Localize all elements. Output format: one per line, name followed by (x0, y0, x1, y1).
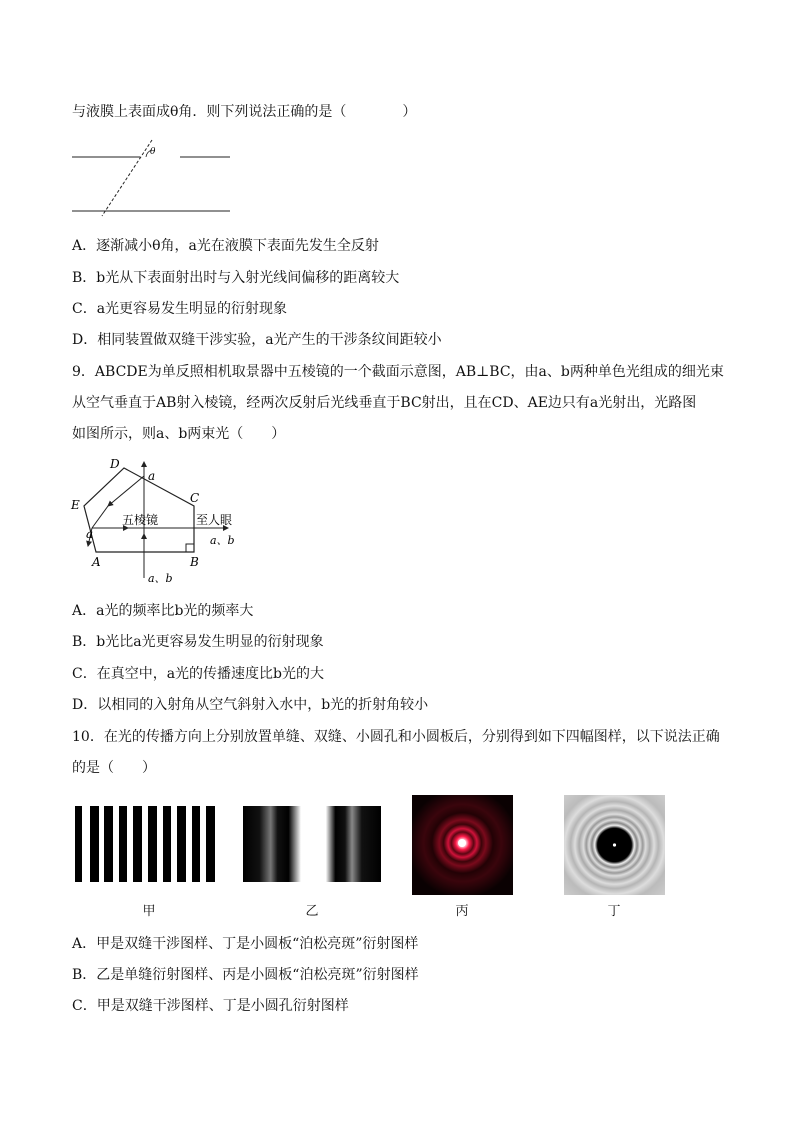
q9-option-c: C．在真空中，a光的传播速度比b光的大 (72, 666, 325, 682)
pattern-bing (412, 795, 513, 895)
pattern-label-ding: 丁 (607, 904, 621, 919)
pattern-label-bing: 丙 (455, 904, 469, 919)
pattern-ding (564, 795, 665, 895)
ray-a-left-label: a (86, 527, 94, 541)
q9-stem-line3: 如图所示，则a、b两束光（ ） (72, 426, 286, 442)
theta-label: θ (150, 147, 156, 157)
vertex-a: A (92, 555, 101, 569)
q9-stem-line1: 9．ABCDE为单反照相机取景器中五棱镜的一个截面示意图，AB⊥BC，由a、b两种单色光组成的细光束 (72, 364, 724, 380)
prism-label: 五棱镜 (122, 513, 159, 527)
q9-option-a: A．a光的频率比b光的频率大 (72, 603, 254, 619)
in-ray-label: a、b (148, 572, 173, 585)
pentaprism-figure (68, 456, 243, 586)
vertex-c: C (190, 491, 200, 505)
vertex-d: D (110, 457, 120, 471)
q8-option-b: B．b光从下表面射出时与入射光线间偏移的距离较大 (72, 270, 400, 286)
vertex-e: E (71, 498, 80, 512)
q10-option-b: B．乙是单缝衍射图样、丙是小圆板“泊松亮斑”衍射图样 (72, 967, 419, 983)
q9-stem-line2: 从空气垂直于AB射入棱镜，经两次反射后光线垂直于BC射出，且在CD、AE边只有a光射出，光路图 (72, 395, 697, 411)
vertex-b: B (190, 555, 199, 569)
q9-option-b: B．b光比a光更容易发生明显的衍射现象 (72, 634, 324, 650)
liquid-film-figure (70, 138, 235, 218)
q10-stem-line2: 的是（ ） (72, 760, 156, 776)
q10-option-a: A．甲是双缝干涉图样、丁是小圆板“泊松亮斑”衍射图样 (72, 936, 419, 952)
pattern-label-jia: 甲 (142, 904, 156, 919)
q8-option-a: A．逐渐减小θ角，a光在液膜下表面先发生全反射 (72, 238, 379, 254)
pattern-label-yi: 乙 (305, 904, 319, 919)
pattern-jia (75, 806, 222, 882)
q10-option-c: C．甲是双缝干涉图样、丁是小圆孔衍射图样 (72, 998, 349, 1014)
out-ray-label: a、b (210, 534, 235, 547)
q8-stem-tail: 与液膜上表面成θ角．则下列说法正确的是（ ） (72, 104, 417, 120)
q9-option-d: D．以相同的入射角从空气斜射入水中，b光的折射角较小 (72, 697, 429, 713)
q8-option-c: C．a光更容易发生明显的衍射现象 (72, 301, 288, 317)
q10-stem-line1: 10．在光的传播方向上分别放置单缝、双缝、小圆孔和小圆板后，分别得到如下四幅图样，以下说法正确 (72, 729, 720, 745)
q8-option-d: D．相同装置做双缝干涉实验，a光产生的干涉条纹间距较小 (72, 332, 442, 348)
ray-a-top-label: a (148, 469, 156, 483)
eye-label: 至人眼 (196, 513, 233, 527)
pattern-yi (243, 806, 381, 882)
